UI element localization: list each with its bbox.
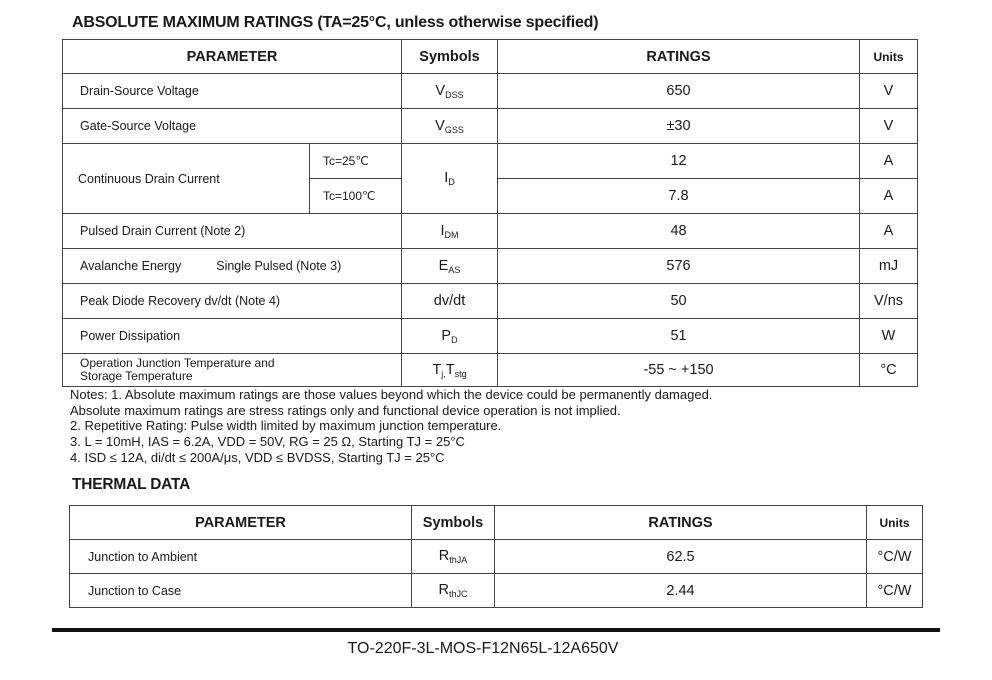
param-cell: Continuous Drain Current bbox=[63, 144, 310, 214]
param-label: Avalanche Energy bbox=[80, 259, 182, 273]
table-header-row bbox=[63, 40, 918, 74]
symbol-cell: $P_D$ bbox=[402, 319, 498, 354]
symbol-cell: $E_{AS}$ bbox=[402, 249, 498, 284]
header-parameter: PARAMETER bbox=[70, 506, 412, 540]
param-cell bbox=[63, 249, 402, 284]
value-cell: 650 bbox=[498, 74, 860, 109]
param-cell: Drain-Source Voltage bbox=[63, 74, 402, 109]
symbol-cell: $V_{GSS}$ bbox=[402, 109, 498, 144]
symbol-cell: $T_{j,}T_{stg}$ bbox=[402, 354, 498, 387]
value-cell: 51 bbox=[498, 319, 860, 354]
condition-cell: Tc=25℃ bbox=[310, 144, 402, 179]
unit-cell: A bbox=[860, 214, 918, 249]
param-cell: Operation Junction Temperature and Storage Temperature bbox=[63, 354, 402, 387]
value-cell: 7.8 bbox=[498, 179, 860, 214]
value-cell: 62.5 bbox=[495, 540, 867, 574]
param-cell: Power Dissipation bbox=[63, 319, 402, 354]
notes-block bbox=[70, 387, 712, 466]
note-line: Notes: 1. Absolute maximum ratings are those values beyond which the device could be permanently damaged. bbox=[70, 387, 713, 402]
table-header-row bbox=[70, 506, 923, 540]
table-row bbox=[70, 540, 923, 574]
unit-cell: °C/W bbox=[867, 574, 923, 608]
abs-max-ratings-title: ABSOLUTE MAXIMUM RATINGS (TA=25°C, unless otherwise specified) bbox=[72, 14, 599, 31]
table-row bbox=[63, 284, 918, 319]
header-symbols: Symbols bbox=[412, 506, 495, 540]
header-parameter: PARAMETER bbox=[63, 40, 402, 74]
symbol-cell: $I_{DM}$ bbox=[402, 214, 498, 249]
unit-cell: W bbox=[860, 319, 918, 354]
table-row bbox=[63, 74, 918, 109]
param-cell: Peak Diode Recovery dv/dt (Note 4) bbox=[63, 284, 402, 319]
header-ratings: RATINGS bbox=[495, 506, 867, 540]
value-cell: 50 bbox=[498, 284, 860, 319]
unit-cell: V/ns bbox=[860, 284, 918, 319]
unit-cell: V bbox=[860, 109, 918, 144]
table-row bbox=[63, 249, 918, 284]
footer-part-number: TO-220F-3L-MOS-F12N65L-12A650V bbox=[347, 640, 619, 657]
table-row bbox=[63, 144, 918, 179]
symbol-cell: $R_{thJC}$ bbox=[412, 574, 495, 608]
table-row bbox=[63, 109, 918, 144]
header-ratings: RATINGS bbox=[498, 40, 860, 74]
param-cell: Junction to Case bbox=[70, 574, 412, 608]
value-cell: ±30 bbox=[498, 109, 860, 144]
param-cell: Gate-Source Voltage bbox=[63, 109, 402, 144]
abs-max-ratings-table bbox=[62, 39, 918, 387]
unit-cell: A bbox=[860, 144, 918, 179]
unit-cell: mJ bbox=[860, 249, 918, 284]
param-cell: Pulsed Drain Current (Note 2) bbox=[63, 214, 402, 249]
value-cell: -55 ~ +150 bbox=[498, 354, 860, 387]
table-row bbox=[63, 319, 918, 354]
value-cell: 2.44 bbox=[495, 574, 867, 608]
footer-divider bbox=[52, 628, 940, 632]
note-line: 3. L = 10mH, IAS = 6.2A, VDD = 50V, RG = 25 Ω, Starting TJ = 25°C bbox=[70, 433, 465, 449]
condition-label: Single Pulsed (Note 3) bbox=[216, 259, 342, 273]
note-line: 2. Repetitive Rating: Pulse width limited by maximum junction temperature. bbox=[70, 418, 502, 433]
value-cell: 12 bbox=[498, 144, 860, 179]
header-units: Units bbox=[860, 40, 918, 74]
value-cell: 48 bbox=[498, 214, 860, 249]
header-units: Units bbox=[867, 506, 923, 540]
symbol-cell: dv/dt bbox=[402, 284, 498, 319]
value-cell: 576 bbox=[498, 249, 860, 284]
table-row bbox=[70, 574, 923, 608]
note-line: 4. ISD ≤ 12A, di/dt ≤ 200A/μs, VDD ≤ BVDSS, Starting TJ = 25°C bbox=[70, 450, 445, 465]
symbol-cell: $V_{DSS}$ bbox=[402, 74, 498, 109]
unit-cell: °C/W bbox=[867, 540, 923, 574]
symbol-cell: $R_{thJA}$ bbox=[412, 540, 495, 574]
symbol-cell: $I_D$ bbox=[402, 144, 498, 214]
note-line: Absolute maximum ratings are stress ratings only and functional device operation is not implied. bbox=[70, 402, 621, 418]
table-row bbox=[63, 354, 918, 387]
condition-cell: Tc=100℃ bbox=[310, 179, 402, 214]
table-row bbox=[63, 214, 918, 249]
unit-cell: A bbox=[860, 179, 918, 214]
unit-cell: V bbox=[860, 74, 918, 109]
param-cell: Junction to Ambient bbox=[70, 540, 412, 574]
unit-cell: °C bbox=[860, 354, 918, 387]
header-symbols: Symbols bbox=[402, 40, 498, 74]
thermal-data-title: THERMAL DATA bbox=[72, 476, 191, 493]
thermal-data-table bbox=[69, 505, 923, 608]
